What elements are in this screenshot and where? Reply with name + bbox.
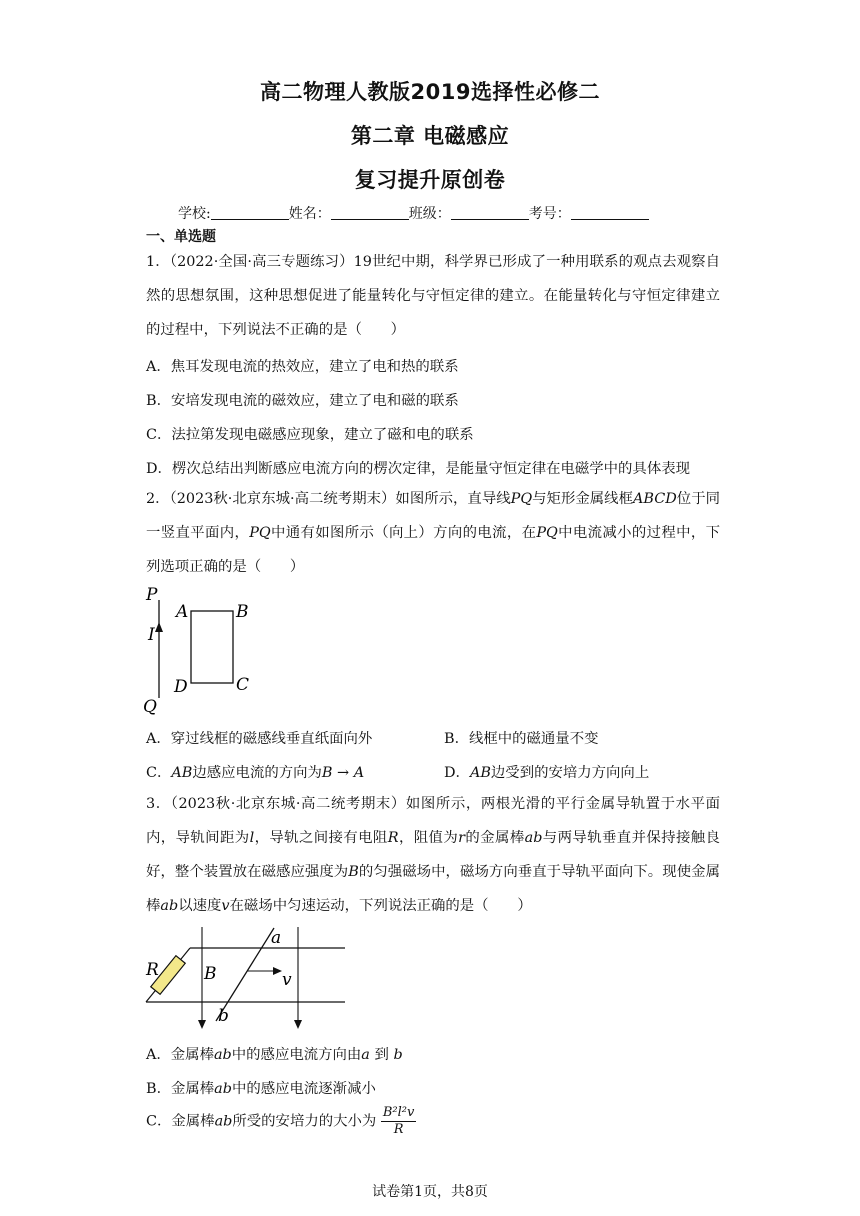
q2-option-a[interactable]: A．穿过线框的磁感线垂直纸面向外 [146, 731, 373, 747]
exam-title: 高二物理人教版2019选择性必修二 [260, 80, 600, 104]
chapter-title: 第二章 电磁感应 [350, 124, 510, 148]
velocity-arrow-icon [273, 967, 282, 975]
label-b-end: b [218, 1006, 229, 1026]
q1-option-a[interactable]: A．焦耳发现电流的热效应，建立了电和热的联系 [146, 359, 459, 375]
q2-stem: 2．（2023秋·北京东城·高二统考期末）如图所示，直导线PQ与矩形金属线框ABCD位于同一竖直平面内，PQ中通有如图所示（向上）方向的电流，在PQ中电流减小的过程中，下列选项正确的是（ ） [146, 491, 720, 575]
q3-stem: 3．（2023秋·北京东城·高二统考期末）如图所示，两根光滑的平行金属导轨置于水平面内，导轨间距为l，导轨之间接有电阻R，阻值为r的金属棒ab与两导轨垂直并保持接触良好，整个装置放在磁感应强度为B的匀强磁场中，磁场方向垂直于导轨平面向下。现使金属棒ab以速度v在磁场中匀速运动，下列说法正确的是（ ） [146, 796, 720, 914]
metal-frame [191, 611, 233, 683]
q3-option-b[interactable]: B．金属棒ab中的感应电流逐渐减小 [146, 1081, 376, 1097]
q2-option-d[interactable]: D．AB边受到的安培力方向向上 [444, 765, 650, 781]
label-q: Q [143, 697, 157, 717]
label-p: P [146, 585, 158, 605]
q1-option-c[interactable]: C．法拉第发现电磁感应现象，建立了磁和电的联系 [146, 427, 474, 443]
section-title: 一、单选题 [146, 229, 216, 245]
q2-figure [140, 580, 260, 720]
label-d: D [174, 677, 188, 697]
frame-abcd: ABCD [632, 491, 677, 507]
q1-stem: 1．（2022·全国·高三专题练习）19世纪中期，科学界已形成了一种用联系的观点去观察自然的思想氛围，这种思想促进了能量转化与守恒定律的建立。在能量转化与守恒定律建立的过程中，下列说法不正确的是（ ） [146, 254, 720, 338]
q3-figure [140, 925, 350, 1035]
name-label: 姓名： [288, 206, 331, 222]
q1-option-d[interactable]: D．楞次总结出判断感应电流方向的楞次定律，是能量守恒定律在电磁学中的具体表现 [146, 461, 690, 477]
field-arrow-icon [198, 1020, 206, 1029]
class-blank[interactable] [451, 205, 529, 220]
force-formula: $\frac{\text{B²l²v}}{R}$ [382, 1105, 415, 1137]
q3-option-a[interactable]: A．金属棒ab中的感应电流方向由a 到 b [146, 1047, 403, 1063]
field-arrow-icon [294, 1020, 302, 1029]
exam-no-blank[interactable] [571, 205, 649, 220]
label-a-end: a [271, 928, 282, 948]
exam-no-label: 考号： [528, 206, 571, 222]
label-c: C [236, 675, 250, 695]
q2-option-b[interactable]: B．线框中的磁通量不变 [444, 731, 599, 747]
label-a: A [176, 602, 189, 622]
student-info-line [178, 203, 649, 223]
school-label: 学校: [178, 206, 211, 222]
label-i: I [148, 625, 155, 645]
label-b: B [236, 602, 249, 622]
q2-option-c[interactable]: C．AB边感应电流的方向为B → A [146, 765, 365, 781]
name-blank[interactable] [331, 205, 409, 220]
label-b-field: B [204, 964, 217, 984]
label-v: v [282, 970, 292, 990]
school-blank[interactable] [211, 205, 289, 220]
q3-option-c[interactable]: C．金属棒ab所受的安培力的大小为 $\frac{\text{B²l²v}}{R}$ [146, 1105, 415, 1137]
class-label: 班级： [408, 206, 451, 222]
wire-pq: PQ [510, 491, 533, 507]
current-arrow-icon [155, 622, 163, 632]
page-footer: 试卷第1页，共8页 [372, 1184, 488, 1200]
paper-subtitle: 复习提升原创卷 [354, 168, 506, 192]
label-r: R [146, 960, 159, 980]
q1-option-b[interactable]: B．安培发现电流的磁效应，建立了电和磁的联系 [146, 393, 459, 409]
